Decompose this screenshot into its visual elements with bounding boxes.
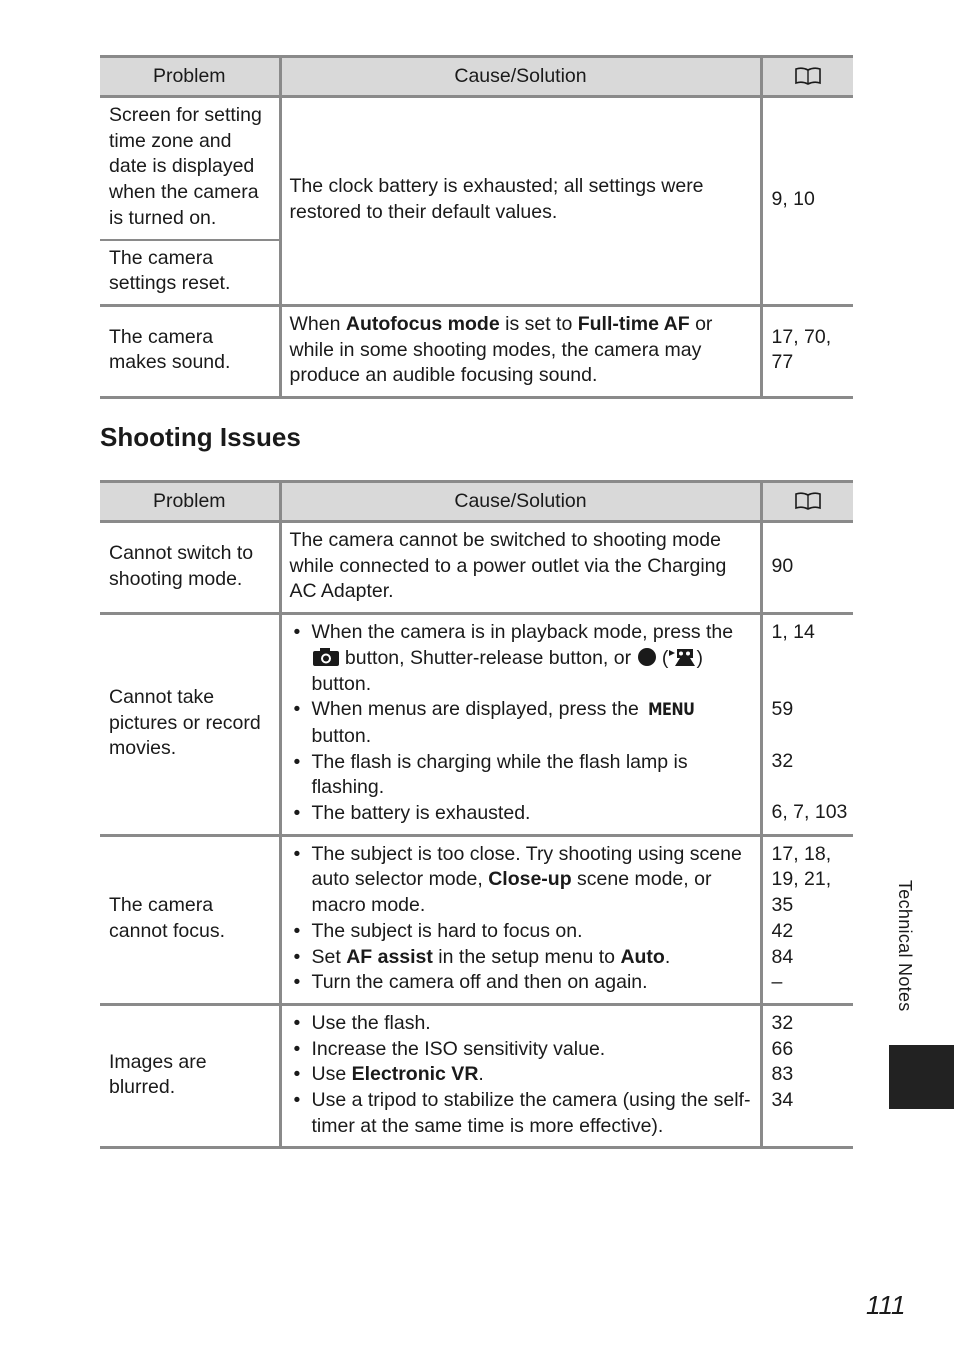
text-run: .: [478, 1063, 484, 1086]
chapter-tab-marker: [889, 1045, 954, 1109]
camera-icon: [312, 647, 340, 667]
list-item: [290, 945, 752, 971]
cause-cell: The camera cannot be switched to shooting mode while connected to a power outlet via the Charging AC Adapter.: [280, 522, 761, 614]
page-ref-cell: [761, 1004, 853, 1148]
list-item: [290, 620, 752, 697]
list-item: [290, 697, 752, 749]
menu-term: Close-up: [488, 868, 572, 891]
table-row: [100, 614, 853, 836]
page-ref: 32: [771, 1011, 794, 1034]
table-header-row: [100, 482, 853, 522]
problem-cell: The camera makes sound.: [100, 305, 280, 397]
menu-term: Auto: [620, 945, 665, 968]
text-run: .: [664, 945, 671, 968]
page-ref-spacer: [772, 774, 846, 800]
text-run: When the camera is in playback mode, press the: [311, 621, 734, 644]
page-ref-spacer: [772, 646, 846, 672]
problem-cell: The camera cannot focus.: [100, 835, 280, 1004]
text-run: When: [289, 312, 346, 335]
page-ref: 1, 14: [771, 621, 815, 644]
bullet-list: [290, 620, 752, 827]
menu-button-icon: MENU: [648, 700, 695, 721]
cause-cell: [280, 835, 761, 1004]
table-row: [100, 522, 853, 614]
page-ref: 66: [771, 1037, 794, 1060]
problem-cell: The camera settings reset.: [100, 240, 280, 306]
book-icon: [794, 492, 822, 510]
table-row: [100, 97, 853, 240]
chapter-side-label: Technical Notes: [895, 880, 915, 1012]
text-run: The subject is too close. Try shooting using scene auto selector mode,: [311, 842, 742, 891]
header-page-reference: [761, 482, 853, 522]
page-ref: 42: [771, 919, 794, 942]
list-item: • Use the flash.: [290, 1011, 752, 1037]
list-item: [290, 842, 752, 919]
list-item: • The battery is exhausted.: [290, 801, 752, 827]
book-icon: [794, 67, 822, 85]
table-row: [100, 1004, 853, 1148]
text-run: When menus are displayed, press the: [311, 698, 645, 721]
page-ref: –: [771, 971, 783, 994]
cause-cell: [280, 1004, 761, 1148]
text-run: scene mode, or macro mode.: [311, 868, 712, 917]
header-cause-solution: Cause/Solution: [280, 482, 761, 522]
list-item: • Use a tripod to stabilize the camera (using the self-timer at the same time is more effective).: [290, 1088, 752, 1139]
page-ref-spacer: [772, 723, 846, 749]
menu-term: Electronic VR: [351, 1063, 479, 1086]
problem-cell: Images are blurred.: [100, 1004, 280, 1148]
table-row: [100, 305, 853, 397]
cause-cell: [280, 614, 761, 836]
problem-cell: Cannot switch to shooting mode.: [100, 522, 280, 614]
cause-cell: The clock battery is exhausted; all settings were restored to their default values.: [280, 97, 761, 306]
page-ref: 6, 7, 103: [771, 800, 848, 823]
table-row: [100, 835, 853, 1004]
list-item: • The subject is hard to focus on.: [290, 919, 752, 945]
menu-term: Full-time AF: [577, 312, 690, 335]
problem-cell: Screen for setting time zone and date is displayed when the camera is turned on.: [100, 97, 280, 240]
troubleshooting-table: [100, 55, 853, 399]
page-ref-cell: [761, 835, 853, 1004]
text-run: in the setup menu to: [432, 945, 621, 968]
section-title: Shooting Issues: [100, 422, 301, 452]
header-problem: Problem: [100, 57, 280, 97]
page-number: 111: [866, 1290, 906, 1320]
menu-term: AF assist: [346, 945, 433, 968]
page-ref-cell: 17, 70, 77: [761, 305, 853, 397]
text-run: button.: [311, 724, 372, 747]
list-item: • The flash is charging while the flash lamp is flashing.: [290, 750, 752, 801]
text-run: button, Shutter-release button, or: [339, 646, 637, 669]
page-ref: 83: [771, 1063, 794, 1086]
header-page-reference: [761, 57, 853, 97]
page-ref: 17, 18, 19, 21, 35: [771, 842, 832, 917]
menu-term: Autofocus mode: [345, 312, 500, 335]
page-ref: 32: [771, 749, 794, 772]
page-ref-cell: 90: [761, 522, 853, 614]
text-run: is set to: [499, 312, 578, 335]
shooting-issues-table: [100, 480, 853, 1149]
text-run: (: [656, 646, 669, 669]
list-item: [290, 1062, 752, 1088]
bullet-list: [290, 1011, 752, 1140]
record-icon: [637, 647, 657, 667]
list-item: • Turn the camera off and then on again.: [290, 970, 752, 996]
text-run: Use: [311, 1063, 352, 1086]
movie-record-icon: [668, 647, 696, 667]
text-run: or while in some shooting modes, the camera may produce an audible focusing sound.: [289, 312, 713, 387]
text-run: ) button.: [311, 646, 703, 695]
table-header-row: [100, 57, 853, 97]
text-run: Set: [311, 945, 347, 968]
page-ref-spacer: [772, 671, 846, 697]
page-ref-cell: 9, 10: [761, 97, 853, 306]
page-ref-cell: [761, 614, 853, 836]
cause-cell: [280, 305, 761, 397]
problem-cell: Cannot take pictures or record movies.: [100, 614, 280, 836]
header-problem: Problem: [100, 482, 280, 522]
header-cause-solution: Cause/Solution: [280, 57, 761, 97]
page-ref: 59: [771, 698, 794, 721]
page-ref: 84: [771, 945, 794, 968]
page-ref: 34: [771, 1089, 794, 1112]
list-item: • Increase the ISO sensitivity value.: [290, 1037, 752, 1063]
bullet-list: [290, 842, 752, 996]
